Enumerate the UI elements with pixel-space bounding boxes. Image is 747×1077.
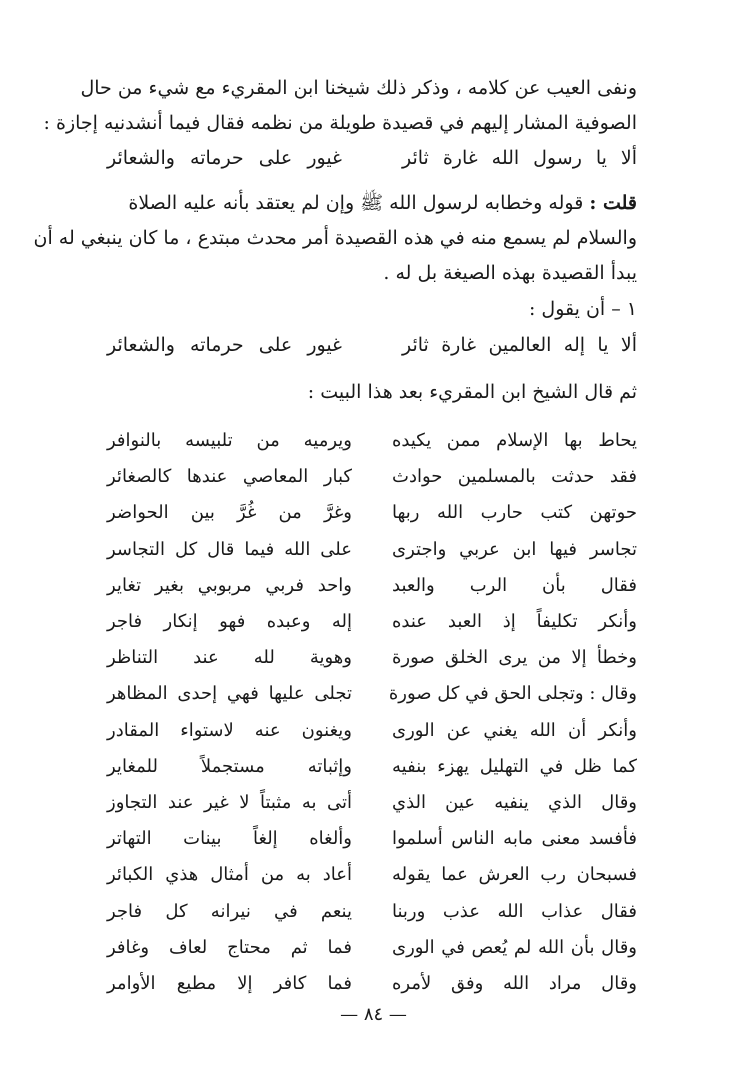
poem-first-hemistich: فقال عذاب الله عذب وربنا (392, 900, 637, 922)
poem-first-hemistich: كما ظل في التهليل يهزء بنفيه (392, 755, 637, 777)
poem-second-hemistich: أعاد به من أمثال هذي الكبائر (107, 864, 352, 886)
verse-1-second-hemistich: غيور على حرماته والشعائر (107, 147, 342, 169)
poem-verse (107, 823, 637, 855)
poem-first-hemistich: يحاط بها الإسلام ممن يكيده (392, 430, 637, 451)
poem-first-hemistich: وأنكر تكليفاً إذ العبد عنده (392, 611, 637, 632)
poem-first-hemistich: حوتهن كتب حارب الله ربها (392, 502, 637, 524)
opening-line-2: الصوفية المشار إليهم في قصيدة طويلة من نظمه فقال فيما أنشدنيه إجازة : (43, 112, 637, 134)
poem-verse (107, 932, 637, 964)
poem-verse (107, 896, 637, 928)
poem-verse (107, 678, 637, 710)
poem-verse (107, 497, 637, 529)
verse-1-first-hemistich: ألا يا رسول الله غارة ثائر (402, 147, 637, 169)
transition-line: ثم قال الشيخ ابن المقريء بعد هذا البيت : (307, 381, 637, 403)
poem-second-hemistich: تجلى عليها فهي إحدى المظاهر (107, 683, 352, 705)
commentary-line-3: يبدأ القصيدة بهذه الصيغة بل له . (383, 262, 637, 284)
poem-second-hemistich: على الله فيما قال كل التجاسر (107, 538, 352, 560)
point-1: ١ – أن يقول : (528, 298, 637, 320)
poem-first-hemistich: وقال مراد الله وفق لأمره (392, 973, 637, 994)
poem-verse (107, 859, 637, 891)
poem-first-hemistich: وقال : وتجلى الحق في كل صورة (388, 683, 637, 705)
poem-verse (107, 787, 637, 819)
poem-second-hemistich: إله وعبده فهو إنكار فاجر (107, 611, 352, 632)
poem-second-hemistich: أتى به مثبتاً لا غير عند التجاوز (107, 792, 352, 813)
poem-first-hemistich: وقال الذي ينفيه عين الذي (392, 792, 637, 813)
poem-first-hemistich: وخطأ إلا من يرى الخلق صورة (392, 647, 637, 669)
poem-first-hemistich: فسبحان رب العرش عما يقوله (392, 864, 637, 886)
opening-line-1: ونفى العيب عن كلامه ، وذكر ذلك شيخنا ابن المقريء مع شيء من حال (80, 77, 637, 99)
poem-verse (107, 715, 637, 747)
poem-first-hemistich: وقال بأن الله لم يُعص في الورى (392, 936, 637, 958)
poem-first-hemistich: تجاسر فيها ابن عربي واجترى (392, 538, 637, 560)
poem-verse (107, 606, 637, 638)
poem-second-hemistich: وهوية لله عند التناظر (107, 647, 352, 669)
poem-first-hemistich: وأنكر أن الله يغني عن الورى (392, 719, 637, 741)
poem-verse (107, 461, 637, 493)
commentary-line-1 (107, 193, 637, 213)
verse-2-second-hemistich: غيور على حرماته والشعائر (107, 334, 342, 356)
poem-verse (107, 642, 637, 674)
commentary-line-2: والسلام لم يسمع منه في هذه القصيدة أمر محدث مبتدع ، ما كان ينبغي له أن (33, 227, 637, 249)
poem-second-hemistich: ويرميه من تلبيسه بالنوافر (107, 430, 352, 451)
poem-verse (107, 570, 637, 602)
poem-second-hemistich: واحد فربي مربوبي بغير تغاير (107, 574, 352, 596)
poem-second-hemistich: ويغنون عنه لاستواء المقادر (107, 719, 352, 741)
poem-second-hemistich: وغرَّ من غُرَّ بين الحواضر (107, 502, 352, 524)
poem-second-hemistich: وإثباته مستجملاً للمغاير (107, 755, 352, 777)
poem-second-hemistich: فما كافر إلا مطيع الأوامر (107, 973, 352, 994)
commentary-label: قلت : (589, 192, 637, 214)
poem-verse (107, 751, 637, 783)
poem-second-hemistich: كبار المعاصي عندها كالصغائر (107, 466, 352, 488)
commentary-line-1-text: قوله وخطابه لرسول الله ﷺ وإن لم يعتقد بأنه عليه الصلاة (128, 192, 584, 214)
verse-2-first-hemistich: ألا يا إله العالمين غارة ثائر (402, 334, 637, 356)
poem-verse (107, 425, 637, 457)
page-number: — ٨٤ — (340, 1004, 407, 1025)
poem-verse (107, 968, 637, 1000)
verse-2 (107, 330, 637, 360)
poem-first-hemistich: فقال بأن الرب والعبد (392, 574, 637, 596)
poem-first-hemistich: فأفسد معنى مابه الناس أسلموا (392, 828, 637, 850)
verse-1 (107, 143, 637, 173)
poem-second-hemistich: ينعم في نيرانه كل فاجر (107, 900, 352, 922)
poem-second-hemistich: وألغاه إلغاً بينات التهاتر (107, 828, 352, 850)
poem-verse (107, 534, 637, 566)
poem-second-hemistich: فما ثم محتاج لعاف وغافر (107, 936, 352, 958)
poem-first-hemistich: فقد حدثت بالمسلمين حوادث (392, 466, 637, 488)
